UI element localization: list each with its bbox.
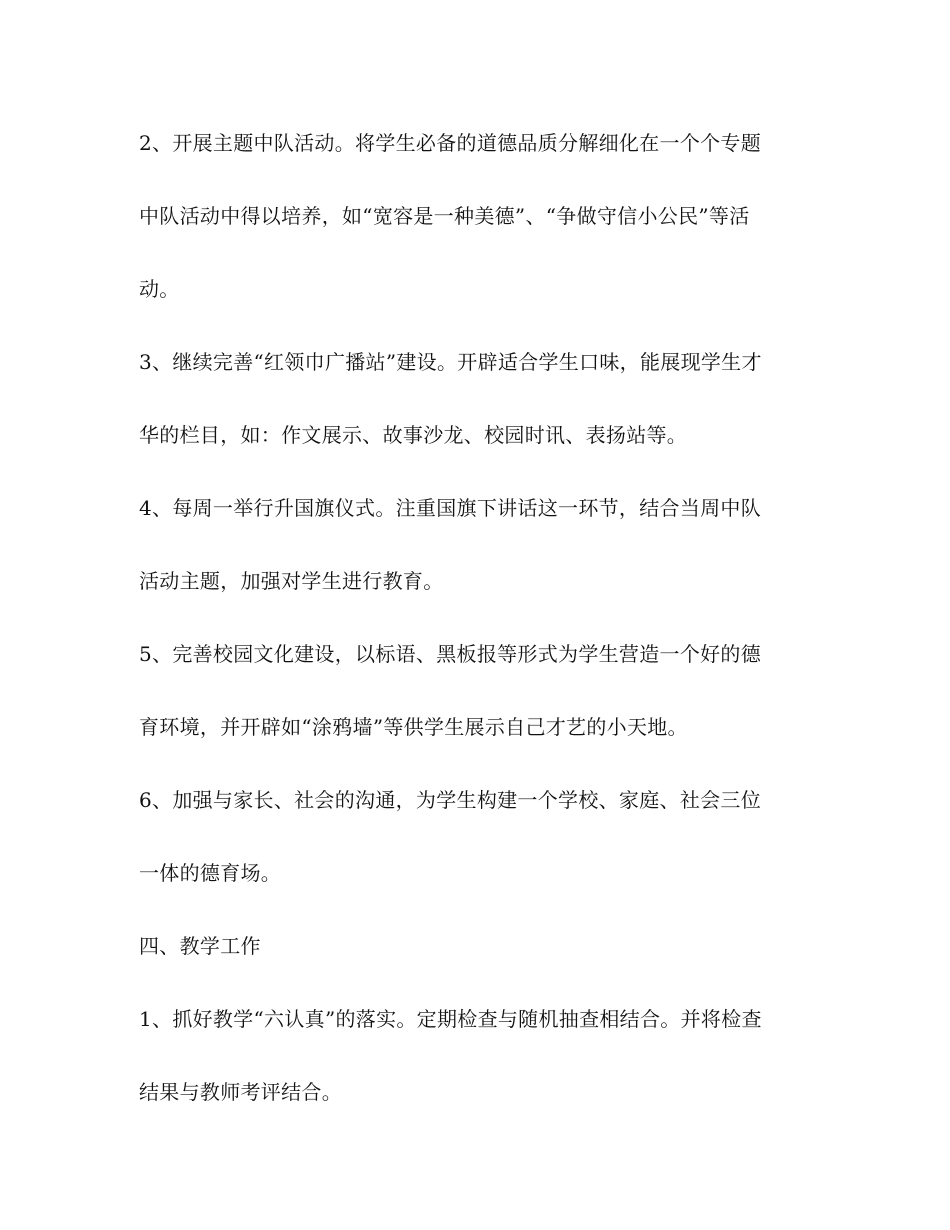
paragraph-line: 1、抓好教学“六认真”的落实。定期检查与随机抽查相结合。并将检查 [139,1007,762,1031]
paragraph-line: 6、加强与家长、社会的沟通，为学生构建一个学校、家庭、社会三位 [139,788,762,812]
paragraph-line: 育环境，并开辟如“涂鸦墙”等供学生展示自己才艺的小天地。 [139,715,688,739]
paragraph-line: 中队活动中得以培养，如“宽容是一种美德”、“争做守信小公民”等活 [139,204,750,228]
paragraph-line: 活动主题，加强对学生进行教育。 [139,569,444,593]
paragraph-line: 结果与教师考评结合。 [139,1080,342,1104]
paragraph-line: 4、每周一举行升国旗仪式。注重国旗下讲话这一环节，结合当周中队 [139,496,762,520]
paragraph-line: 动。 [139,277,180,301]
paragraph-line: 5、完善校园文化建设，以标语、黑板报等形式为学生营造一个好的德 [139,642,762,666]
paragraph-line: 3、继续完善“红领巾广播站”建设。开辟适合学生口味，能展现学生才 [139,350,762,374]
paragraph-line: 华的栏目，如：作文展示、故事沙龙、校园时讯、表扬站等。 [139,423,688,447]
paragraph-line: 2、开展主题中队活动。将学生必备的道德品质分解细化在一个个专题 [139,131,762,155]
section-heading: 四、教学工作 [139,934,261,958]
paragraph-line: 一体的德育场。 [139,861,282,885]
